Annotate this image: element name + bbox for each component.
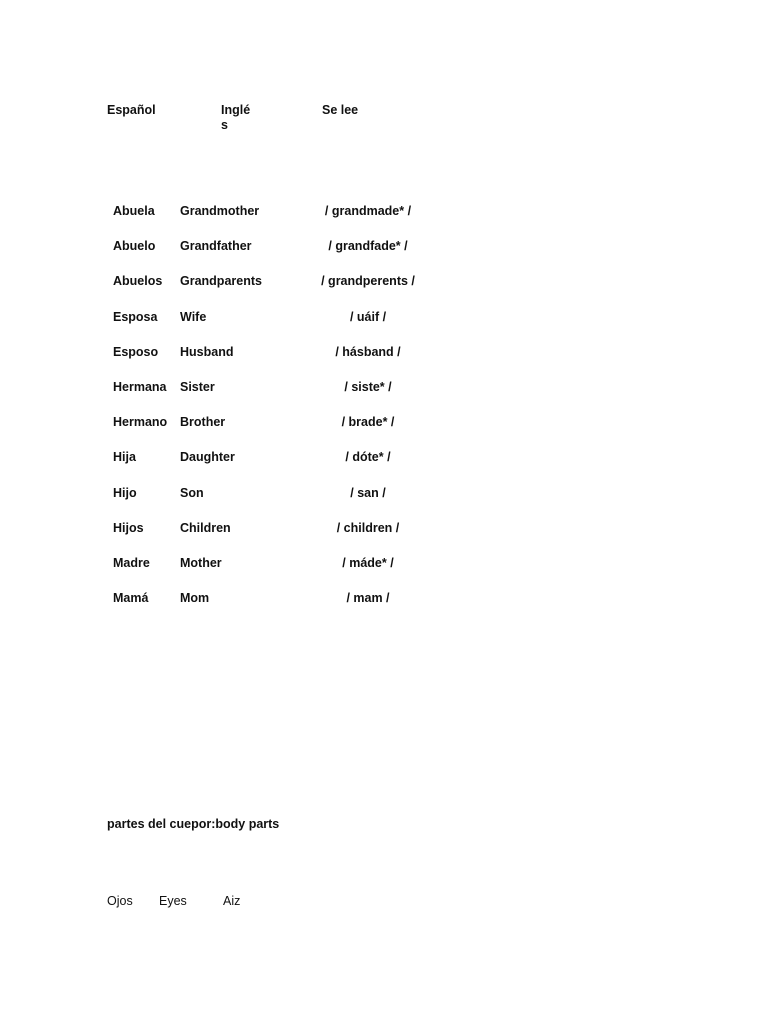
table-row [0, 450, 768, 485]
spanish-word: Hijo [113, 485, 137, 500]
spanish-word: Hermana [113, 379, 167, 394]
pronunciation: / mam / [346, 591, 390, 606]
english-word: Grandparents [180, 274, 262, 289]
spanish-word: Esposa [113, 309, 158, 324]
spanish-word: Hija [113, 450, 136, 465]
pronunciation: / dóte* / [345, 450, 391, 465]
english-word: Mom [180, 591, 210, 606]
pronunciation: / grandperents / [321, 274, 415, 289]
spanish-word: Abuela [113, 204, 155, 218]
pronunciation: Aiz [223, 894, 241, 908]
header-pronunciation: Se lee [322, 103, 359, 117]
spanish-word: Madre [113, 555, 150, 570]
english-word: Eyes [159, 894, 187, 908]
table-row [0, 556, 768, 591]
english-word: Sister [180, 379, 215, 394]
english-word: Children [180, 520, 231, 535]
table-row [0, 310, 768, 345]
body-parts-heading: partes del cuepor:body parts [107, 817, 280, 831]
header-english [221, 103, 261, 133]
table-row [0, 345, 768, 380]
pronunciation: / brade* / [341, 415, 395, 430]
pronunciation: / grandmade* / [324, 204, 412, 218]
spanish-word: Mamá [113, 591, 149, 606]
pronunciation: / children / [336, 520, 400, 535]
english-word: Brother [180, 415, 226, 430]
pronunciation: / hásband / [335, 344, 401, 359]
spanish-word: Esposo [113, 344, 159, 359]
english-word: Husband [180, 344, 234, 359]
english-word: Grandmother [180, 204, 260, 218]
vocabulary-table [0, 204, 768, 626]
pronunciation: / grandfade* / [328, 239, 408, 254]
header-english-line2: s [221, 118, 228, 132]
table-row [0, 274, 768, 309]
english-word: Wife [180, 309, 207, 324]
header-spanish: Español [107, 103, 156, 117]
spanish-word: Hijos [113, 520, 144, 535]
spanish-word: Ojos [107, 894, 133, 908]
table-row [0, 486, 768, 521]
header-english-line1: Inglé [221, 103, 251, 117]
pronunciation: / san / [350, 485, 386, 500]
table-row [0, 239, 768, 274]
english-word: Mother [180, 555, 222, 570]
spanish-word: Abuelos [113, 274, 163, 289]
spanish-word: Hermano [113, 415, 168, 430]
english-word: Grandfather [180, 239, 252, 254]
english-word: Daughter [180, 450, 235, 465]
spanish-word: Abuelo [113, 239, 156, 254]
table-row [0, 591, 768, 626]
table-row [0, 415, 768, 450]
table-row [0, 380, 768, 415]
table-row [0, 204, 768, 239]
pronunciation: / siste* / [344, 379, 392, 394]
english-word: Son [180, 485, 204, 500]
pronunciation: / uáif / [349, 309, 387, 324]
table-row [0, 521, 768, 556]
pronunciation: / máde* / [342, 555, 394, 570]
